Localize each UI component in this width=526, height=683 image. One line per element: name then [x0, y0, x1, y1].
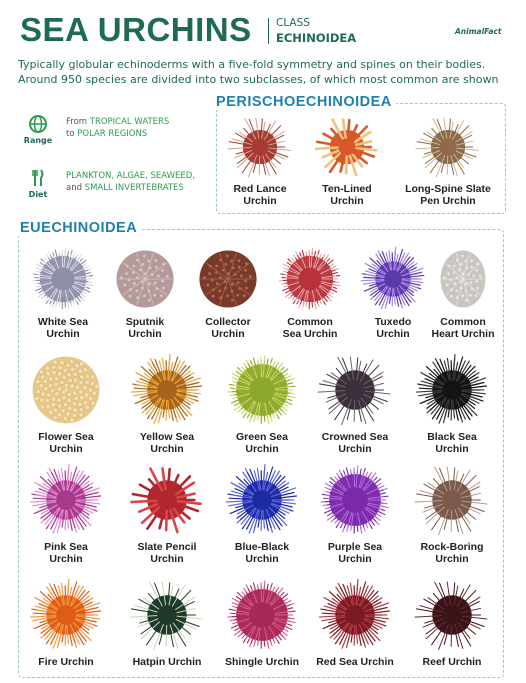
species-name-line-1: Long-Spine Slate [405, 183, 491, 195]
species-name-line-1: Common [440, 316, 486, 328]
diet-mid: and [66, 183, 85, 193]
species-name-line-2: Urchin [330, 195, 364, 207]
species-name [18, 431, 114, 455]
sea-urchin-image [224, 462, 300, 538]
range-block [18, 112, 58, 145]
species-name-line-2: Urchin [150, 553, 184, 565]
species-name [307, 431, 403, 455]
euechinoidea-item [307, 462, 403, 565]
species-name-line-2: Urchin [338, 553, 372, 565]
range-mid: to [66, 129, 78, 139]
species-name [400, 183, 496, 207]
range-prefix: From [66, 117, 90, 127]
sea-urchin-image [194, 245, 262, 313]
brand-logo: AnimalFact [455, 27, 502, 36]
diet-text [66, 170, 211, 194]
species-name-line-2: Urchin [376, 328, 410, 340]
species-name-line-1: Slate Pencil [137, 541, 197, 553]
species-name [404, 431, 500, 455]
species-name-line-1: Purple Sea [327, 541, 383, 553]
species-name-line-1: Collector [205, 316, 251, 328]
species-name-line-1: Blue-Black [234, 541, 290, 553]
sea-urchin-image [227, 114, 293, 180]
species-name-line-2: Urchin [243, 195, 277, 207]
species-name [214, 541, 310, 565]
sea-urchin-image [29, 245, 97, 313]
species-name-line-1: Tuxedo [374, 316, 412, 328]
euechinoidea-item [404, 577, 500, 668]
class-label: CLASS [276, 17, 310, 29]
species-name-line-1: Black Sea [427, 431, 477, 443]
species-name [97, 316, 193, 340]
species-name [307, 541, 403, 565]
euechinoidea-item [262, 245, 358, 340]
species-name-line-2: Urchin [150, 443, 184, 455]
euechinoidea-item [119, 577, 215, 668]
sea-urchin-image [414, 462, 490, 538]
sea-urchin-image [415, 114, 481, 180]
perischoechinoidea-item [212, 114, 308, 207]
species-name-line-2: Urchin [245, 443, 279, 455]
species-name-line-2: Urchin [46, 328, 80, 340]
species-name [415, 316, 511, 340]
species-name-line-1: Hatpin Urchin [132, 656, 202, 668]
species-name [18, 541, 114, 565]
sea-urchin-image [414, 577, 490, 653]
species-name-line-2: Urchin [435, 443, 469, 455]
globe-icon [26, 112, 50, 136]
page-title: SEA URCHINS [20, 11, 252, 48]
intro-line-1: Typically globular echinoderms with a five-fold symmetry and spines on their bodies. [18, 58, 486, 71]
species-name [212, 183, 308, 207]
perischoechinoidea-item [400, 114, 496, 207]
species-name-line-1: Crowned Sea [321, 431, 389, 443]
sea-urchin-image [317, 462, 393, 538]
species-name-line-1: Ten-Lined [322, 183, 372, 195]
euechinoidea-item [18, 352, 114, 455]
euechinoidea-item [214, 462, 310, 565]
species-name-line-1: Shingle Urchin [224, 656, 300, 668]
diet-label: Diet [28, 190, 48, 199]
title-divider [268, 18, 269, 44]
diet-highlight-2: SMALL INVERTEBRATES [84, 183, 184, 193]
sea-urchin-image [224, 352, 300, 428]
species-name [299, 183, 395, 207]
species-name-line-1: Common [287, 316, 333, 328]
euechinoidea-item [18, 577, 114, 668]
euechinoidea-item [119, 352, 215, 455]
sea-urchin-image [317, 352, 393, 428]
intro-text [18, 57, 518, 87]
species-name-line-2: Urchin [245, 553, 279, 565]
euechinoidea-item [214, 577, 310, 668]
sea-urchin-image [129, 352, 205, 428]
range-text [66, 116, 206, 140]
species-name [18, 656, 114, 668]
sea-urchin-image [224, 577, 300, 653]
species-name [119, 541, 215, 565]
species-name-line-1: Rock-Boring [420, 541, 484, 553]
species-name-line-1: Pink Sea [44, 541, 88, 553]
species-name-line-1: Sputnik [125, 316, 165, 328]
species-name [404, 541, 500, 565]
species-name-line-2: Urchin [338, 443, 372, 455]
sea-urchin-image [129, 577, 205, 653]
range-label: Range [23, 136, 53, 145]
species-name-line-2: Sea Urchin [282, 328, 338, 340]
sea-urchin-image [317, 577, 393, 653]
euechinoidea-item [404, 352, 500, 455]
sea-urchin-image [28, 577, 104, 653]
perischoechinoidea-item [299, 114, 395, 207]
species-name-line-1: Fire Urchin [38, 656, 94, 668]
sea-urchin-image [276, 245, 344, 313]
species-name-line-2: Heart Urchin [431, 328, 495, 340]
euechinoidea-item [307, 352, 403, 455]
species-name-line-2: Pen Urchin [420, 195, 476, 207]
sea-urchin-image [129, 462, 205, 538]
euechinoidea-item [404, 462, 500, 565]
species-name-line-2: Urchin [128, 328, 162, 340]
sea-urchin-image [28, 352, 104, 428]
species-name-line-2: Urchin [49, 553, 83, 565]
fork-knife-icon [26, 166, 50, 190]
species-name-line-1: Green Sea [236, 431, 288, 443]
diet-highlight-1: PLANKTON, ALGAE, SEAWEED, [66, 171, 196, 181]
species-name [119, 431, 215, 455]
euechinoidea-item [415, 245, 511, 340]
species-name [404, 656, 500, 668]
euechinoidea-item [18, 462, 114, 565]
euechinoidea-item [214, 352, 310, 455]
range-highlight-1: TROPICAL WATERS [89, 117, 170, 127]
species-name [214, 656, 310, 668]
class-value: ECHINOIDEA [276, 31, 357, 45]
species-name-line-1: Red Lance [233, 183, 287, 195]
species-name [307, 656, 403, 668]
sea-urchin-image [28, 462, 104, 538]
species-name [214, 431, 310, 455]
euechinoidea-item [307, 577, 403, 668]
sea-urchin-image [314, 114, 380, 180]
species-name [119, 656, 215, 668]
euechinoidea-title: EUECHINOIDEA [16, 220, 141, 236]
species-name-line-2: Urchin [435, 553, 469, 565]
species-name-line-1: Yellow Sea [139, 431, 195, 443]
sea-urchin-image [414, 352, 490, 428]
species-name [262, 316, 358, 340]
species-name-line-2: Urchin [49, 443, 83, 455]
perischoechinoidea-title: PERISCHOECHINOIDEA [212, 94, 396, 110]
range-highlight-2: POLAR REGIONS [77, 129, 148, 139]
diet-block [18, 166, 58, 199]
sea-urchin-image [111, 245, 179, 313]
species-name-line-1: Reef Urchin [422, 656, 482, 668]
euechinoidea-item [119, 462, 215, 565]
sea-urchin-image [429, 245, 497, 313]
species-name-line-1: Red Sea Urchin [316, 656, 394, 668]
intro-line-2: Around 950 species are divided into two subclasses, of which most common are shown [18, 73, 499, 86]
species-name-line-1: White Sea [37, 316, 89, 328]
species-name-line-1: Flower Sea [38, 431, 94, 443]
species-name-line-2: Urchin [211, 328, 245, 340]
euechinoidea-item [97, 245, 193, 340]
